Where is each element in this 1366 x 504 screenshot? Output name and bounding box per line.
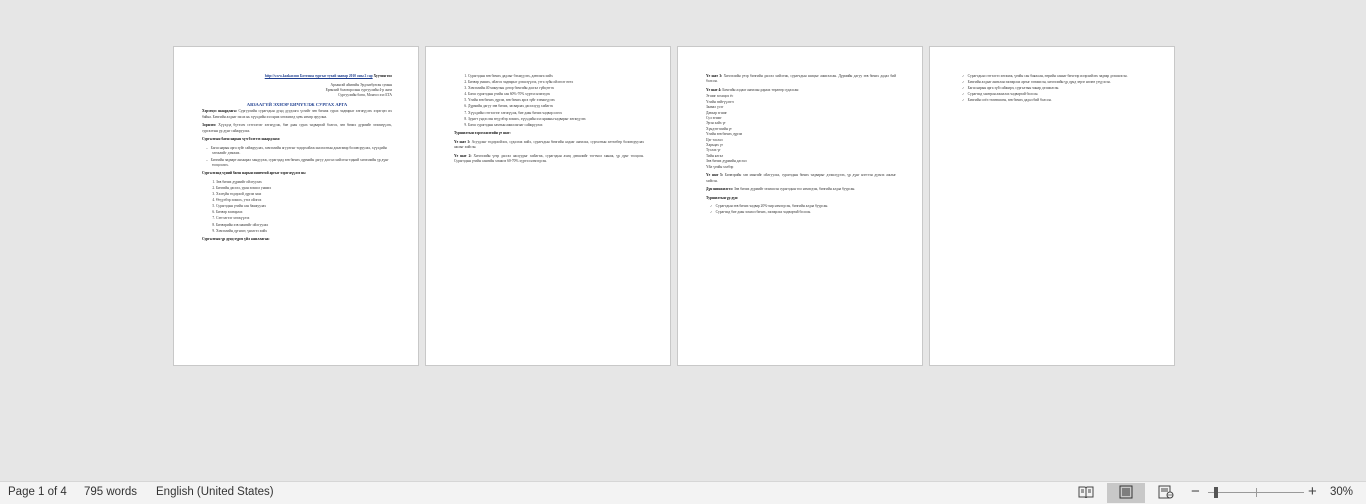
page-indicator[interactable]: Page 1 of 4 xyxy=(8,486,67,498)
list-item: 3. Хичээлийн 40 минутын дотор бичгийн дасгал гүйцэтгэх xyxy=(468,86,644,91)
list-item: 6. Дүрмийн дагуу зөв бичих, засварлах дасгалууд хийлгэх xyxy=(468,104,644,109)
list-item: – Бичгийн чадварт анхаарал хандуулж, сурагчдад зөв бичих дүрмийн дагуу дасгал хийлгэн тэдний хичээлийн үр дүнг тооцоолох. xyxy=(212,158,392,169)
document-page-1[interactable] xyxy=(174,47,418,365)
page1-header xyxy=(202,74,392,79)
document-page-4[interactable] xyxy=(930,47,1174,365)
stage-label: Үе шат 2: xyxy=(454,153,472,158)
word-count[interactable]: 795 words xyxy=(84,486,138,498)
web-layout-icon xyxy=(1158,485,1174,502)
intro-label: Хэрэгцээ шаардлага: xyxy=(202,109,237,114)
result-text: Зөв бичих дүрмийг эзэмшсэн сурагчдын тоо нэмэгдэж, бичгийн алдаа буурсан. xyxy=(733,187,856,192)
list-item: 1. Сурагчдын зөв бичих дадлыг бэхжүүлэх, давтлага хийх xyxy=(468,74,644,79)
zoom-in-button[interactable]: + xyxy=(1308,483,1317,500)
list-item: Хүндэтгэлийн үг xyxy=(706,126,733,131)
print-layout-button[interactable] xyxy=(1107,483,1145,503)
stage-text: Асуудлыг тодорхойлох, судалгаа хийх, сурагчдын бичгийн алдааг ангилах, сургалтын хөтөлбөр боловсруулах ажлыг хийсэн. xyxy=(454,139,644,150)
zoom-slider-thumb[interactable] xyxy=(1214,487,1218,498)
list-item: Давхар эгшиг xyxy=(706,110,727,115)
list-item: ✓ Бичгийн алдааг ангилан засварлах аргыг эзэмшсэн, хичээлийн үр дүнд эерэг нөлөө үзүүлсэн. xyxy=(969,80,1148,85)
section-heading: Сургалтанд хүний багш нарын оновчтой аргыг хэрэгжүүлэх нь: xyxy=(202,171,307,176)
section-heading: Туршилтын үр дүн: xyxy=(706,195,739,200)
goal-text: Хүүхдэд бүтээлч сэтгэлгээг хөгжүүлж, бие даан сурах чадвартай болгох, зөв бичих дүрмийг эзэмшүүлэх, сургалтын үр дүнг сайжруулах. xyxy=(202,123,392,133)
list-item: ✓ Сурагчдын сэтгэлгээ хөгжиж, үгийн сан баяжсан, өөрийн санааг бичгээр илэрхийлэх чадвар дээшилсэн. xyxy=(969,74,1148,79)
list-item: Заавал үсэг xyxy=(706,105,724,110)
stage-text: Бичгийн алдааг ангилан дараах төрлөөр судалсан: xyxy=(722,88,800,92)
list-item: 8. Зурагт үндэслэн өгүүлбэр зохиох, хүүхдийн хэл ярианы чадварыг хөгжүүлэх xyxy=(468,117,644,122)
list-item: 7. Сэтгэлгээг хөгжүүлэх xyxy=(216,216,392,221)
section-heading: Сургалтын үр дүнд хүрэх үйл ажиллагаа: xyxy=(202,237,270,242)
stage-paragraph xyxy=(454,154,644,165)
page-layout-icon xyxy=(1119,485,1133,502)
goal-label: Зорилго: xyxy=(202,123,217,128)
list-item: 6. Бичвэр засварлах xyxy=(216,210,392,215)
org-line-2: Ерөнхий боловсролын сургуулийн 4-р анги xyxy=(325,88,392,92)
list-item: Үгийн зөв бичих дүрэм xyxy=(706,132,743,137)
list-item: Эрэн хайх үг xyxy=(706,121,726,126)
list-item: ✓ Бичгийн соёл төлөвшсөн, зөв бичих дадал бий болсон. xyxy=(969,98,1148,103)
check-list xyxy=(958,74,1148,104)
document-page-3[interactable] xyxy=(678,47,922,365)
stage-label: Үе шат 5: xyxy=(706,173,724,178)
document-page-2[interactable] xyxy=(426,47,670,365)
numbered-list xyxy=(202,180,392,234)
list-item: 5. Сурагчдын үгийн сан баяжуулах xyxy=(216,204,392,209)
stage-paragraph xyxy=(454,140,644,151)
list-item: 2. Бичвэр унших, ойлгох чадварыг дээшлүүлэх, утга зүйн ойлголт өгөх xyxy=(468,80,644,85)
stage-label: Үе шат 3: xyxy=(706,74,723,78)
dash-list xyxy=(202,146,392,168)
result-paragraph xyxy=(706,187,896,192)
stage-label: Үе шат 1: xyxy=(454,139,471,144)
document-title: АВЗААГҮЙ ЭХНЭР БИЧҮҮЛЖ СУРГАХ АРГА xyxy=(246,102,348,107)
org-line-3: Сургуулийн багш, Монгол хэл БТА xyxy=(338,93,392,98)
list-item: 4. Багш сурагчдын үгийн сан 60%-70% хүртэл нэмэгдэх xyxy=(468,92,644,97)
web-layout-button[interactable] xyxy=(1151,483,1181,503)
list-item: ✓ Сурагчдын зөв бичих чадвар 20%-иар нэмэгдсэн, бичгийн алдаа буурсан. xyxy=(717,204,896,209)
book-icon xyxy=(1078,485,1094,501)
list-item: Тийн ялгал xyxy=(706,153,724,158)
stage-text: Хичээлийн үеэр бичгийн дасгал хийлгэж, сурагчдын ахицыг ажигласан. Дүрмийн дагуу зөв бичих дадал бий болсон. xyxy=(706,74,896,84)
list-item: Зөв бичих дүрмийн дасгал xyxy=(706,159,747,164)
list-item: 9. Багш сурагчдын хамтын ажиллагааг сайжруулах xyxy=(468,123,644,128)
intro-paragraph xyxy=(202,109,392,120)
goal-paragraph xyxy=(202,123,392,134)
read-mode-button[interactable] xyxy=(1071,483,1101,503)
stage-text: Бичвэрийн хэв маягийг ойлгуулах, сурагчдын бичих чадварыг дээшлүүлэх, үр дүнг нэгтгэн дүгнэх ажлыг хийсэн. xyxy=(706,173,896,183)
list-item: – Багш нарын арга зүйг сайжруулах, хичээлийн агуулгыг тодорхойлж шалгалтын даалгавар боловсруулах, хүүхдийн хөгжлийг дэмжих. xyxy=(212,146,392,157)
result-label: Дүн шинжилгээ: xyxy=(706,187,734,192)
list-item: ✓ Багш нарын арга зүй сайжирч, сургалтын чанар дээшилсэн. xyxy=(969,86,1148,91)
list-item: Туслах үг xyxy=(706,148,721,153)
list-item: 5. Үгийн зөв бичих дүрэм, зөв бичих арга зүйг эзэмшүүлэх xyxy=(468,98,644,103)
stage-paragraph xyxy=(706,88,896,93)
section-heading: Туршилтын хэрэгжилтийн үе шат: xyxy=(454,131,511,136)
list-item: 2. Бичгийн дасгал, уран зохиол унших xyxy=(216,186,392,191)
zoom-slider-center-mark xyxy=(1256,488,1257,497)
stage-paragraph xyxy=(706,173,896,184)
list-item: Үйл үгийн хэлбэр xyxy=(706,164,734,169)
language-indicator[interactable]: English (United States) xyxy=(156,486,274,498)
list-item: 3. Хэлзүйн тодорхой дүрэм заах xyxy=(216,192,392,197)
list-item: Үгийн гийгүүлэгч xyxy=(706,99,734,104)
list-item: ✓ Сурагчид бие даан зохиол бичих, засварлах чадвартай болсон. xyxy=(717,210,896,215)
section-heading: Сургалтын багш нарын хүч бэлтгэх шаардлага: xyxy=(202,137,281,142)
list-item: 1. Зөв бичих дүрмийг ойлгуулах xyxy=(216,180,392,185)
header-link[interactable]: http://www.kazkar.mn Ботгоны зургыг тухай заавар 2010 оны 2 сар xyxy=(264,74,373,78)
check-list xyxy=(706,204,896,216)
list-item: Цэг таслал xyxy=(706,137,723,142)
zoom-level[interactable]: 30% xyxy=(1330,486,1354,498)
numbered-list xyxy=(454,74,644,128)
zoom-out-button[interactable]: − xyxy=(1191,483,1200,500)
status-bar xyxy=(0,481,1366,504)
stage-label: Үе шат 4: xyxy=(706,88,722,92)
list-item: 4. Өгүүлбэр зохиох, утга ойлгох xyxy=(216,198,392,203)
list-item: Харьцах үг xyxy=(706,143,724,148)
stage-paragraph xyxy=(706,74,896,85)
list-item: ✓ Сурагчид хамтран ажиллах чадвартай болсон. xyxy=(969,92,1148,97)
header-link-tail: Хуучин тоо xyxy=(373,74,392,78)
list-item: 9. Хичээлийн дүгнэлт, үнэлгээ хийх xyxy=(216,229,392,234)
plain-list xyxy=(706,94,896,170)
intro-text: Сургуулийн сурагчдын дунд дуудлага үсгийг зөв бичиж сурах чадварыг хөгжүүлэх хэрэгцээ их байна. Бичгийн алдааг засах нь хүүхдийн хэл яриа хөгжихөд хувь нэмэр оруулна. xyxy=(202,109,392,119)
list-item: 8. Бичвэрийн хэв маягийг ойлгуулах xyxy=(216,223,392,228)
list-item: Эгшиг зохицох ёс xyxy=(706,94,734,99)
list-item: 7. Хүүхдийн сэтгэлгээг хөгжүүлж, бие даан бичих чадвар олгох xyxy=(468,111,644,116)
stage-text: Хичээлийн үеэр дасгал ажлуудыг хийлгэж, сурагчдын ахиц дэвшлийг тогтмол хянаж, үр дүнг тооцсон. Сурагчдын үгийн сангийн хэмжээ 60-70% хүртэл нэмэгдсэн. xyxy=(454,153,644,164)
list-item: Сул эгшиг xyxy=(706,116,722,121)
org-line-1: Архангай аймгийн Эрдэнэбулган сумын xyxy=(330,82,392,87)
